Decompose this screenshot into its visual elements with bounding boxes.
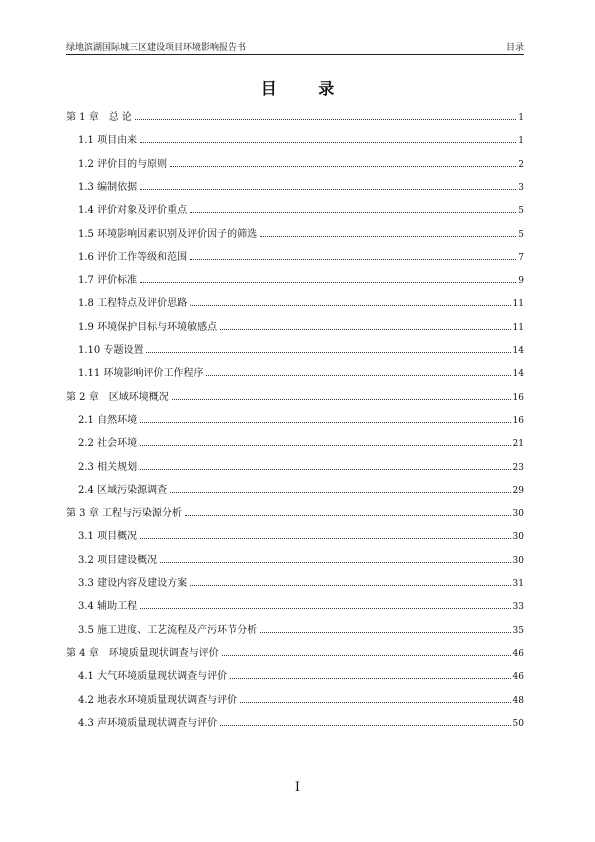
toc-section-entry[interactable]	[78, 200, 524, 216]
toc-dot-leader	[170, 166, 516, 167]
toc-entry-page-number: 16	[512, 415, 524, 426]
toc-section-entry[interactable]	[78, 363, 524, 379]
toc-dot-leader	[222, 655, 511, 656]
toc-entry-label: 3.4 辅助工程	[78, 601, 138, 613]
toc-dot-leader	[140, 445, 510, 446]
toc-entry-page-number: 11	[512, 322, 524, 333]
toc-dot-leader	[206, 375, 510, 376]
toc-section-entry[interactable]	[78, 713, 524, 729]
toc-section-entry[interactable]	[78, 247, 524, 263]
toc-dot-leader	[260, 632, 510, 633]
toc-section-entry[interactable]	[78, 526, 524, 542]
toc-entry-page-number: 50	[512, 718, 524, 729]
toc-chapter-entry[interactable]	[66, 387, 524, 403]
toc-entry-page-number: 16	[512, 392, 524, 403]
toc-entry-page-number: 11	[512, 299, 524, 310]
toc-entry-label: 3.2 项目建设概况	[78, 554, 158, 566]
toc-dot-leader	[220, 725, 510, 726]
toc-chapter-entry[interactable]	[66, 503, 524, 519]
toc-entry-label: 1.2 评价目的与原则	[78, 158, 168, 170]
toc-dot-leader	[185, 515, 511, 516]
toc-dot-leader	[135, 119, 516, 120]
toc-entry-label: 3.1 项目概况	[78, 531, 138, 543]
toc-entry-label: 1.8 工程特点及评价思路	[78, 298, 188, 310]
toc-dot-leader	[190, 212, 516, 213]
toc-chapter-entry[interactable]	[66, 107, 524, 123]
toc-section-entry[interactable]	[78, 573, 524, 589]
toc-dot-leader	[260, 236, 516, 237]
toc-entry-page-number: 23	[512, 462, 524, 473]
toc-entry-label: 第 3 章 工程与污染源分析	[66, 508, 182, 520]
toc-entry-label: 2.3 相关规划	[78, 461, 138, 473]
toc-entry-page-number: 35	[512, 625, 524, 636]
toc-section-entry[interactable]	[78, 410, 524, 426]
toc-entry-page-number: 30	[512, 532, 524, 543]
toc-section-entry[interactable]	[78, 690, 524, 706]
toc-chapter-entry[interactable]	[66, 643, 524, 659]
toc-dot-leader	[160, 562, 510, 563]
toc-entry-page-number: 48	[512, 695, 524, 706]
toc-dot-leader	[190, 305, 510, 306]
toc-dot-leader	[140, 189, 516, 190]
toc-entry-page-number: 5	[518, 229, 524, 240]
toc-entry-label: 1.4 评价对象及评价重点	[78, 205, 188, 217]
toc-entry-page-number: 21	[512, 439, 524, 450]
toc-entry-label: 4.2 地表水环境质量现状调查与评价	[78, 694, 238, 706]
toc-entry-label: 4.3 声环境质量现状调查与评价	[78, 717, 218, 729]
running-header	[66, 38, 524, 55]
toc-entry-page-number: 30	[512, 555, 524, 566]
toc-section-entry[interactable]	[78, 433, 524, 449]
toc-dot-leader	[140, 422, 510, 423]
header-section-name: 目录	[505, 43, 524, 53]
toc-entry-page-number: 29	[512, 485, 524, 496]
toc-entry-label: 2.4 区域污染源调查	[78, 484, 168, 496]
header-document-title: 绿地滨湖国际城三区建设项目环境影响报告书	[66, 43, 247, 53]
toc-entry-label: 3.3 建设内容及建设方案	[78, 578, 188, 589]
toc-entry-page-number: 9	[518, 276, 524, 287]
toc-section-entry[interactable]	[78, 550, 524, 566]
toc-entry-label: 1.6 评价工作等级和范围	[78, 251, 188, 263]
toc-section-entry[interactable]	[78, 224, 524, 240]
toc-entry-page-number: 2	[518, 159, 524, 170]
toc-section-entry[interactable]	[78, 177, 524, 193]
toc-section-entry[interactable]	[78, 293, 524, 309]
toc-dot-leader	[140, 142, 516, 143]
toc-section-entry[interactable]	[78, 340, 524, 356]
toc-entry-page-number: 14	[512, 369, 524, 380]
toc-dot-leader	[170, 492, 510, 493]
toc-entry-label: 1.3 编制依据	[78, 181, 138, 193]
toc-section-entry[interactable]	[78, 270, 524, 286]
page-title: 目 录	[260, 79, 353, 98]
page-number: I	[294, 780, 301, 795]
toc-section-entry[interactable]	[78, 317, 524, 333]
toc-entry-label: 2.1 自然环境	[78, 414, 138, 426]
toc-entry-page-number: 46	[512, 672, 524, 683]
toc-section-entry[interactable]	[78, 130, 524, 146]
toc-section-entry[interactable]	[78, 666, 524, 682]
toc-entry-label: 1.9 环境保护目标与环境敏感点	[78, 321, 218, 333]
toc-section-entry[interactable]	[78, 596, 524, 612]
toc-dot-leader	[146, 352, 510, 353]
toc-dot-leader	[190, 259, 516, 260]
toc-entry-label: 第 1 章 总 论	[66, 112, 132, 123]
toc-dot-leader	[240, 702, 510, 703]
toc-section-entry[interactable]	[78, 154, 524, 170]
toc-entry-label: 3.5 施工进度、工艺流程及产污环节分析	[78, 624, 258, 636]
toc-dot-leader	[140, 469, 510, 470]
toc-section-entry[interactable]	[78, 457, 524, 473]
toc-dot-leader	[230, 678, 510, 679]
toc-entry-page-number: 1	[518, 136, 524, 147]
toc-entry-label: 1.7 评价标准	[78, 275, 138, 287]
toc-entry-page-number: 31	[512, 579, 524, 589]
toc-entry-label: 第 2 章 区域环境概况	[66, 391, 169, 403]
toc-entry-label: 第 4 章 环境质量现状调查与评价	[66, 647, 219, 659]
toc-entry-label: 1.1 项目由来	[78, 135, 138, 147]
toc-entry-page-number: 3	[518, 182, 524, 193]
toc-entry-label: 4.1 大气环境质量现状调查与评价	[78, 671, 228, 683]
toc-section-entry[interactable]	[78, 620, 524, 636]
toc-entry-page-number: 7	[518, 252, 524, 263]
toc-dot-leader	[220, 329, 510, 330]
toc-entry-page-number: 14	[512, 346, 524, 356]
toc-entry-page-number: 33	[512, 602, 524, 613]
toc-dot-leader	[190, 585, 510, 586]
toc-entry-page-number: 5	[518, 206, 524, 217]
toc-entry-page-number: 30	[512, 509, 524, 520]
toc-entry-label: 1.5 环境影响因素识别及评价因子的筛选	[78, 228, 258, 240]
toc-dot-leader	[140, 282, 516, 283]
toc-dot-leader	[172, 399, 511, 400]
toc-section-entry[interactable]	[78, 480, 524, 496]
toc-entry-label: 2.2 社会环境	[78, 438, 138, 450]
toc-entry-label: 1.10 专题设置	[78, 345, 144, 356]
toc-entry-label: 1.11 环境影响评价工作程序	[78, 368, 204, 380]
toc-entry-page-number: 46	[512, 648, 524, 659]
toc-dot-leader	[140, 608, 510, 609]
toc-entry-page-number: 1	[518, 113, 524, 123]
toc-dot-leader	[140, 538, 510, 539]
